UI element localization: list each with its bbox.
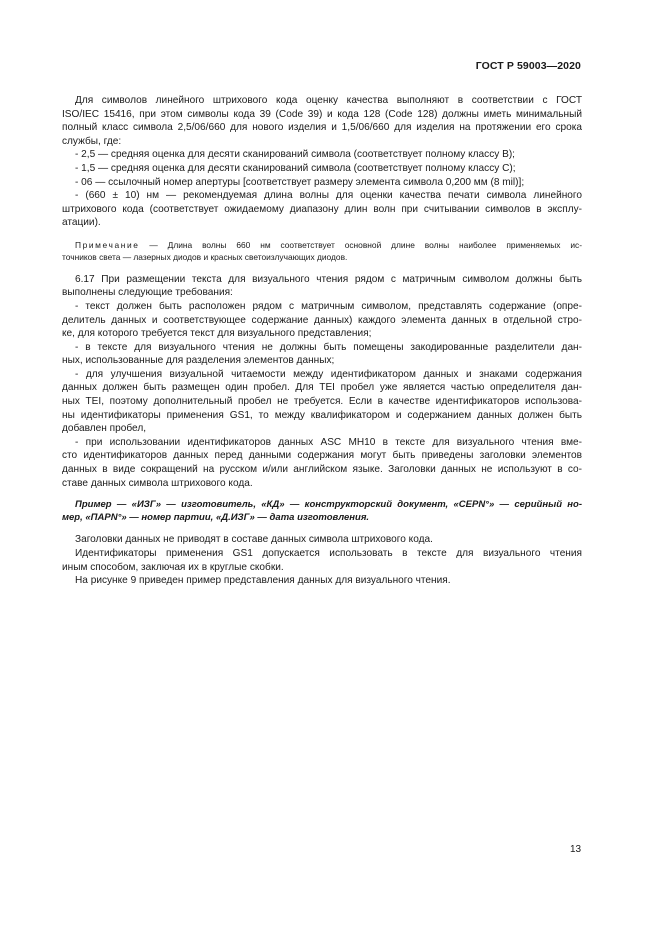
paragraph-line: полный класс символа 2,5/06/660 для нового изделия и 1,5/06/660 для изделия на протяжении его срока (62, 122, 582, 134)
definition-item: штрихового кода (соответствует ожидаемому диапазону длин волн при считывании символов в эксплу- (62, 203, 582, 215)
requirement-item: - в тексте для визуального чтения не должны быть помещены закодированные разделители дан- (75, 341, 582, 353)
note-label: Примечание (75, 239, 140, 250)
definition-item: - 06 — ссылочный номер апертуры [соответствует размеру элемента символа 0,200 мм (8 mil)]; (75, 176, 525, 188)
paragraph-line: Для символов линейного штрихового кода оценку качества выполняют в соответствии с ГОСТ (75, 95, 582, 106)
requirement-item: делитель данных и соответствующее содержание данных) каждого элемента данных в отдельной стро- (62, 314, 582, 326)
requirement-item: ны идентификаторы применения GS1, то между квалификатором и содержанием данных должен быть (62, 409, 582, 421)
definition-item: атации). (62, 217, 101, 229)
requirement-item: ставе данных символа штрихового кода. (62, 477, 253, 489)
section-line: выполнены следующие требования: (62, 287, 233, 299)
closing-line: иным способом, заключая их в круглые скобки. (62, 561, 284, 573)
page-number: 13 (570, 844, 582, 855)
requirement-item: ке, для которого требуется текст для визуального представления; (62, 328, 372, 340)
paragraph-line: службы, где: (62, 135, 122, 147)
paragraph-line: ISO/IEC 15416, при этом символы кода 39 (Code 39) и кода 128 (Code 128) должны иметь минимальный (62, 108, 582, 120)
requirement-item: ных TEI, поэтому дополнительный пробел не требуется. Если в качестве идентификаторов использова- (62, 396, 582, 408)
definition-item: - (660 ± 10) нм — рекомендуемая длина волны для оценки качества печати символа линейного (75, 190, 582, 202)
example-line: Пример — «ИЗГ» — изготовитель, «КД» — конструкторский документ, «СЕРN°» — серийный но- (75, 499, 582, 511)
page-body (62, 94, 582, 588)
note-line-1 (62, 239, 582, 251)
requirement-item: данных в виде сокращений на русском и/или английском языке. Заголовки данных не используют в со- (62, 464, 582, 476)
requirement-item: - текст должен быть расположен рядом с матричным символом, представлять содержание (опре- (75, 300, 582, 312)
closing-line: Заголовки данных не приводят в составе данных символа штрихового кода. (75, 534, 433, 546)
definition-item: - 2,5 — средняя оценка для десяти сканирований символа (соответствует полному классу В); (75, 149, 515, 161)
requirement-item: ных, использованные для разделения элементов данных; (62, 355, 335, 367)
section-6-17-heading: 6.17 При размещении текста для визуального чтения рядом с матричным символом должны быть (75, 273, 582, 285)
document-header: ГОСТ Р 59003—2020 (475, 60, 581, 72)
closing-line: Идентификаторы применения GS1 допускается использовать в тексте для визуального чтения (75, 548, 582, 559)
note-line-2: точников света — лазерных диодов и красных светоизлучающих диодов. (62, 252, 348, 263)
closing-line: На рисунке 9 приведен пример представления данных для визуального чтения. (75, 575, 451, 587)
example-line: мер, «ПАРN°» — номер партии, «Д.ИЗГ» — дата изготовления. (62, 511, 370, 523)
definition-item: - 1,5 — средняя оценка для десяти сканирований символа (соответствует полному классу С); (75, 162, 516, 174)
requirement-item: сто идентификаторов данных перед данными содержания могут быть приведены заголовки элементов (62, 450, 582, 462)
requirement-item: данных должен быть размещен один пробел. Для TEI пробел уже является частью определителя дан- (62, 382, 582, 394)
note-text: — Длина волны 660 нм соответствует основной длине волны наиболее применяемых ис- (139, 239, 582, 250)
requirement-item: добавлен пробел, (62, 423, 147, 435)
requirement-item: - для улучшения визуальной читаемости между идентификатором данных и знаками содержания (75, 368, 582, 380)
requirement-item: - при использовании идентификаторов данных ASC MH10 в тексте для визуального чтения вме- (75, 436, 582, 448)
